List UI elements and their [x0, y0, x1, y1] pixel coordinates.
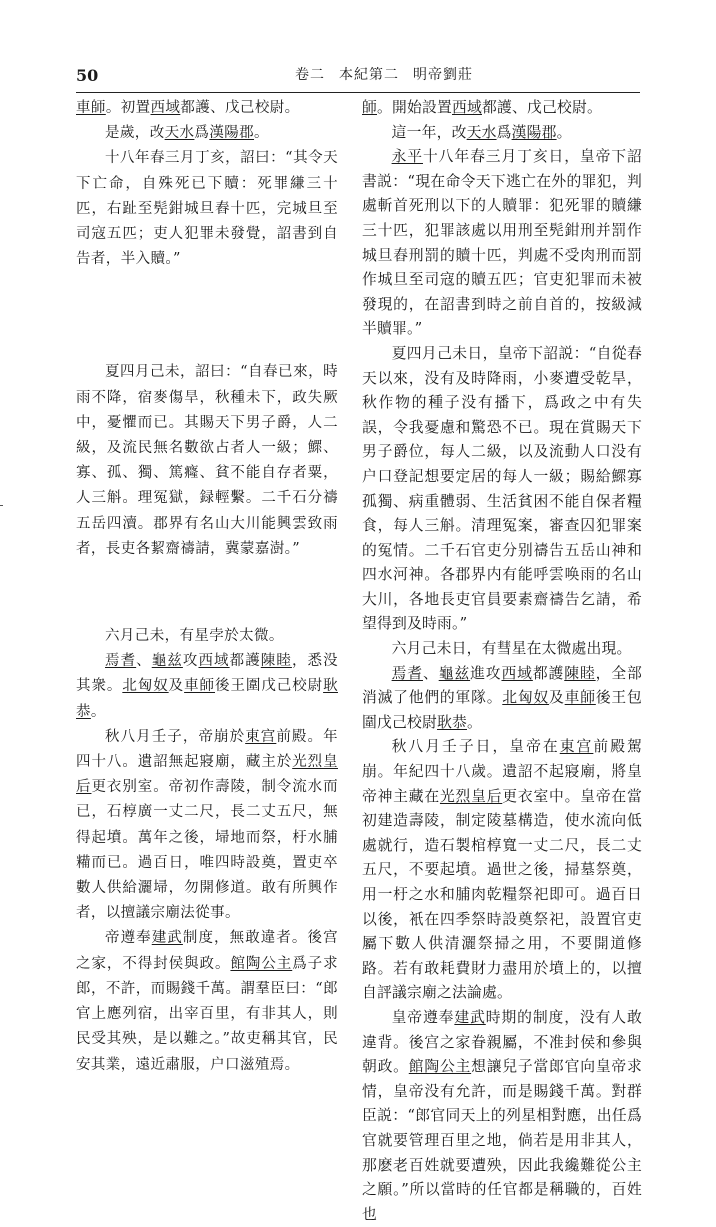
proper-noun: 光烈皇后: [439, 787, 503, 805]
left-para-4: 夏四月己未，詔曰：“自春已來，時雨不降，宿麥傷旱，秋種未下，政失厥中，憂懼而已。其賜天下男子爵，人二級，及流民無名數欲占者人一級；鰥、寡、孤、獨、篤癃、貧不能自存者粟，人三斛。理冤獄，録輕繫。二千石分禱五岳四瀆。郡界有名山大川能興雲致雨者，長吏各絜齋禱請，冀蒙嘉澍。”: [76, 364, 338, 557]
running-head-volume: 卷二: [295, 67, 325, 83]
proper-noun: 館陶公主: [230, 955, 293, 972]
proper-noun: 焉耆: [391, 664, 423, 682]
page-number: 50: [76, 66, 99, 85]
classical-text-column: [76, 96, 338, 1078]
right-para-6: 焉耆、龜兹進攻西域都護陳睦，全部消滅了他們的軍隊。北匈奴及車師後王包圍戊己校尉耿恭。: [362, 664, 643, 731]
proper-noun: 西域: [198, 653, 230, 670]
left-para-1: 車師。初置西域都護、戊己校尉。: [76, 100, 300, 116]
left-para-8: 帝遵奉建武制度，無敢違者。後宫之家，不得封侯與政。館陶公主爲子求郎，不許，而賜錢千萬。謂羣臣曰：“郎官上應列宿，出宰百里，有非其人，則民受其殃，是以難之。”故吏稱其官，民安其業，遠近肅服，户口滋殖焉。: [76, 930, 339, 1073]
binding-mark: [0, 505, 3, 506]
proper-noun: 西域: [452, 99, 482, 116]
proper-noun: 西域: [501, 664, 533, 682]
proper-noun: 光烈皇后: [76, 754, 338, 796]
proper-noun: 耿恭: [437, 713, 467, 731]
proper-noun: 北匈奴: [122, 678, 169, 695]
proper-noun: 車師: [564, 689, 596, 707]
right-para-3: 永平十八年春三月丁亥日，皇帝下詔書説：“現在命令天下逃亡在外的罪犯，判處斬首死刑以下的人贖罪：犯死罪的贖縑三十匹，犯罪該處以用刑至髡鉗刑并罰作城旦舂刑罰的贖十匹，判處不受肉刑而罰作城旦至司寇的贖五匹；官吏犯罪而未被發現的，在詔書到時之前自首的，按級減半贖罪。”: [362, 148, 642, 338]
right-para-7: 秋八月壬子日，皇帝在東宫前殿駕崩。年紀四十八歲。遺詔不起寢廟，將皇帝神主藏在光烈皇后更衣室中。皇帝在當初建造壽陵，制定陵墓構造，使水流向低處就行，造石製棺椁寬一丈二尺，長二丈五尺，不要起墳。過世之後，掃墓祭奠，用一杅之水和脯肉乾糧祭祀即可。過百日以後，衹在四季祭時設奠祭祀，設置官吏屬下數人供清灑祭掃之用，不要開道修路。若有敢耗費財力盡用於墳上的，以擅自評議宗廟之法論處。: [362, 738, 642, 1002]
proper-noun: 陳睦: [564, 664, 596, 682]
proper-noun: 漢陽郡: [511, 123, 557, 141]
proper-noun: 北匈奴: [502, 689, 550, 707]
translation-text-column: [362, 96, 642, 1227]
right-para-1: 師。開始設置西域都護、戊己校尉。: [362, 99, 602, 116]
proper-noun: 東宫: [245, 728, 277, 745]
left-para-3: 十八年春三月丁亥，詔曰：“其令天下亡命，自殊死已下贖：死罪縑三十匹，右趾至髡鉗城旦舂十匹，完城旦至司寇五匹；吏人犯罪未發覺，詔書到自告者，半入贖。”: [76, 150, 338, 268]
left-para-5: 六月己未，有星孛於太微。: [105, 628, 284, 645]
running-head-section: 本紀第二: [339, 67, 399, 83]
running-head-emperor: 明帝劉莊: [413, 67, 473, 83]
right-para-5: 六月己未日，有彗星在太微處出現。: [391, 640, 632, 658]
right-para-8: 皇帝遵奉建武時期的制度，没有人敢違背。後宫之家眷親屬，不准封侯和參與朝政。館陶公主想讓兒子當郎官向皇帝求情，皇帝没有允許，而是賜錢千萬。對群臣説：“郎官同天上的列星相對應，出任爲官就要管理百里之地，倘若是用非其人，那麽老百姓就要遭殃，因此我纔難從公主之願。”所以當時的任官都是稱職的，百姓也: [362, 1008, 642, 1223]
proper-noun: 建武: [151, 930, 183, 947]
header-rule: [76, 92, 640, 93]
right-para-4: 夏四月己未日，皇帝下詔説：“自從春天以來，没有及時降雨，小麥遭受乾旱，秋作物的種子没有播下，爲政之中有失誤，令我憂慮和驚恐不已。現在賞賜天下男子爵位，每人二級，以及流動人口没有户口登記想要定居的每人一級；賜給鰥寡孤獨、病重體弱、生活貧困不能自保者糧食，每人三斛。清理冤案，審查囚犯罪案的冤情。二千石官吏分别禱告五岳山神和四水河神。各郡界内有能呼雲唤雨的名山大川，各地長吏官員要素齋禱告乞請，希望得到及時雨。”: [362, 344, 642, 633]
proper-noun: 車師: [76, 100, 106, 116]
proper-noun: 建武: [454, 1008, 486, 1026]
proper-noun: 東宫: [559, 738, 594, 756]
proper-noun: 陳睦: [260, 653, 292, 670]
proper-noun: 永平: [391, 148, 423, 166]
proper-noun: 車師: [184, 678, 215, 695]
proper-noun: 西域: [150, 100, 181, 116]
proper-noun: 漢陽郡: [209, 125, 255, 142]
left-para-7: 秋八月壬子，帝崩於東宫前殿。年四十八。遺詔無起寢廟，藏主於光烈皇后更衣别室。帝初作壽陵，制令流水而已，石椁廣一丈二尺，長二丈五尺，無得起墳。萬年之後，埽地而祭，杅水脯糒而已。過百日，唯四時設奠，置吏卒數人供給灑埽，勿開修道。敢有所興作者，以擅議宗廟法從事。: [76, 728, 338, 922]
left-para-2: 是歲，改天水爲漢陽郡。: [105, 125, 269, 142]
proper-noun: 師: [362, 99, 377, 116]
proper-noun: 天水: [466, 123, 497, 141]
proper-noun: 龜兹: [151, 653, 183, 670]
left-para-6: 焉耆、龜兹攻西域都護陳睦，悉没其衆。北匈奴及車師後王圍戊己校尉耿恭。: [76, 653, 338, 720]
proper-noun: 焉耆: [105, 653, 137, 670]
proper-noun: 龜兹: [438, 664, 471, 682]
right-para-2: 這一年，改天水爲漢陽郡。: [391, 123, 572, 141]
proper-noun: 耿恭: [76, 678, 338, 720]
proper-noun: 館陶公主: [408, 1058, 472, 1076]
proper-noun: 天水: [164, 125, 195, 142]
running-head: [295, 64, 473, 84]
